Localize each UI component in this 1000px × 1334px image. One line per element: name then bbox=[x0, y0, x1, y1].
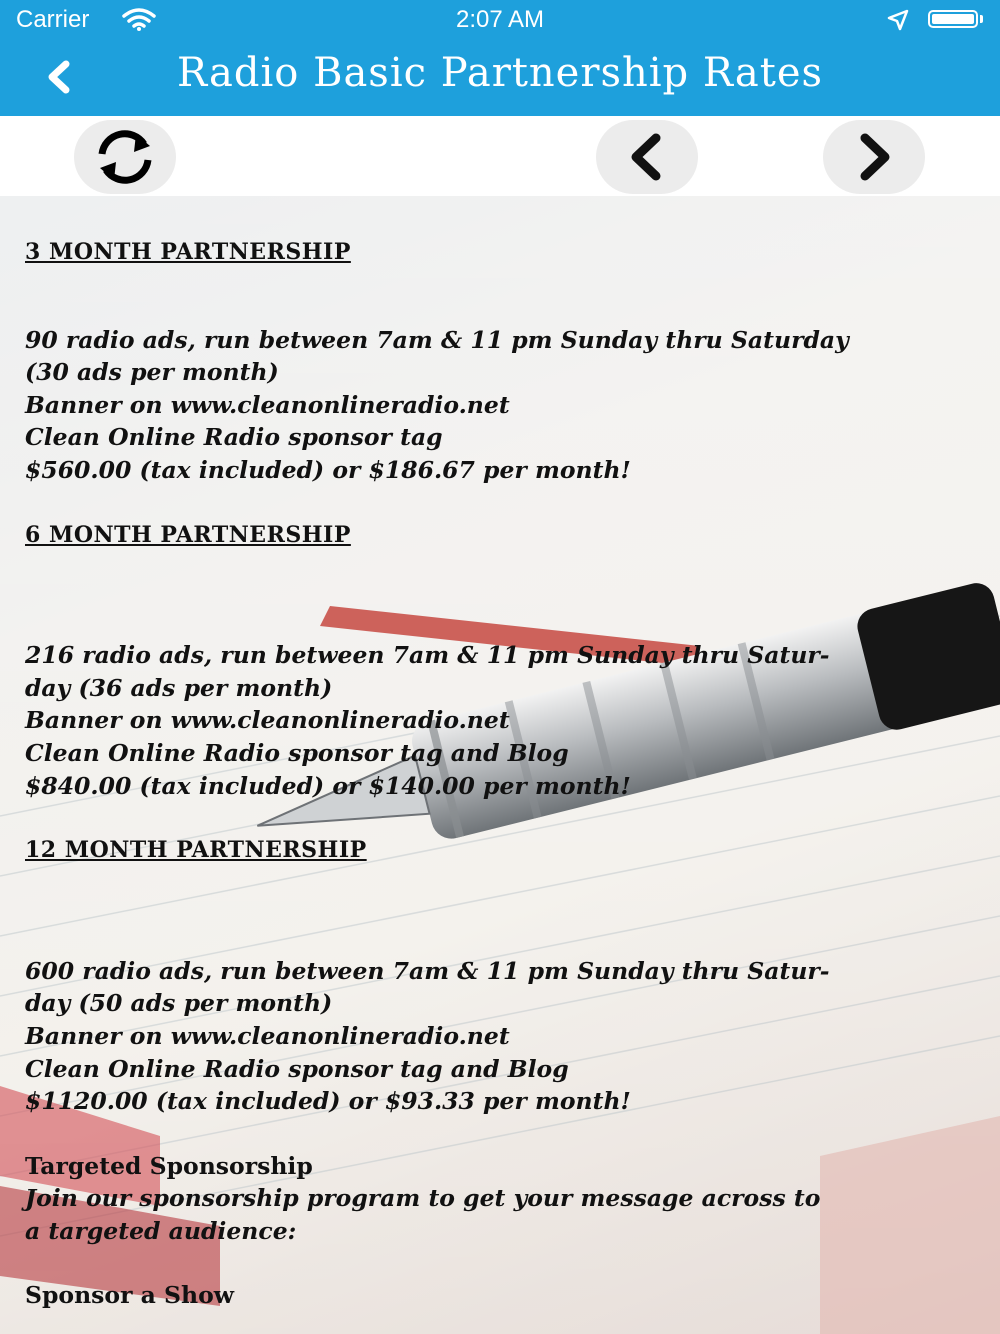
plan-12-line: Clean Online Radio sponsor tag and Blog bbox=[25, 1054, 569, 1083]
plan-3-price: $560.00 (tax included) or $186.67 per month! bbox=[25, 455, 631, 484]
plan-6-heading: 6 MONTH PARTNERSHIP bbox=[25, 521, 351, 548]
plan-6-line: day (36 ads per month) bbox=[25, 673, 333, 702]
plan-12-heading: 12 MONTH PARTNERSHIP bbox=[25, 837, 367, 864]
carrier-label: Carrier bbox=[16, 6, 90, 33]
webview-content[interactable] bbox=[0, 196, 1000, 1334]
plan-3-heading: 3 MONTH PARTNERSHIP bbox=[25, 239, 351, 265]
rates-text bbox=[25, 236, 975, 1312]
chevron-right-icon bbox=[823, 120, 925, 194]
plan-12-price: $1120.00 (tax included) or $93.33 per month! bbox=[25, 1087, 631, 1116]
plan-3-line: 90 radio ads, run between 7am & 11 pm Sunday thru Saturday bbox=[25, 325, 849, 354]
page-title: Radio Basic Partnership Rates bbox=[176, 50, 824, 96]
targeted-line: Join our sponsorship program to get your message across to bbox=[25, 1184, 821, 1213]
web-toolbar bbox=[0, 116, 1000, 196]
plan-6-price: $840.00 (tax included) or $140.00 per month! bbox=[25, 771, 631, 800]
plan-12-line: day (50 ads per month) bbox=[25, 989, 333, 1018]
forward-page-button[interactable] bbox=[823, 120, 925, 194]
battery-tip bbox=[980, 15, 983, 23]
plan-3-line: (30 ads per month) bbox=[25, 358, 279, 387]
sponsor-a-show: Sponsor a Show bbox=[25, 1281, 234, 1310]
plan-6-line: Banner on www.cleanonlineradio.net bbox=[25, 706, 510, 735]
status-bar bbox=[0, 0, 1000, 40]
plan-6-line: Clean Online Radio sponsor tag and Blog bbox=[25, 738, 569, 767]
refresh-button[interactable] bbox=[74, 120, 176, 194]
location-arrow-icon bbox=[886, 8, 910, 39]
plan-6-line: 216 radio ads, run between 7am & 11 pm Sunday thru Satur- bbox=[25, 641, 830, 670]
targeted-line: a targeted audience: bbox=[25, 1216, 297, 1245]
battery-icon bbox=[928, 10, 978, 28]
plan-3-line: Clean Online Radio sponsor tag bbox=[25, 423, 443, 452]
navigation-bar bbox=[0, 40, 1000, 116]
status-time: 2:07 AM bbox=[455, 6, 545, 33]
back-page-button[interactable] bbox=[596, 120, 698, 194]
refresh-icon bbox=[74, 120, 176, 194]
chevron-left-icon bbox=[596, 120, 698, 194]
targeted-sponsorship-title: Targeted Sponsorship bbox=[25, 1151, 313, 1180]
plan-12-line: 600 radio ads, run between 7am & 11 pm Sunday thru Satur- bbox=[25, 956, 830, 985]
plan-12-line: Banner on www.cleanonlineradio.net bbox=[25, 1021, 510, 1050]
plan-3-line: Banner on www.cleanonlineradio.net bbox=[25, 390, 510, 419]
